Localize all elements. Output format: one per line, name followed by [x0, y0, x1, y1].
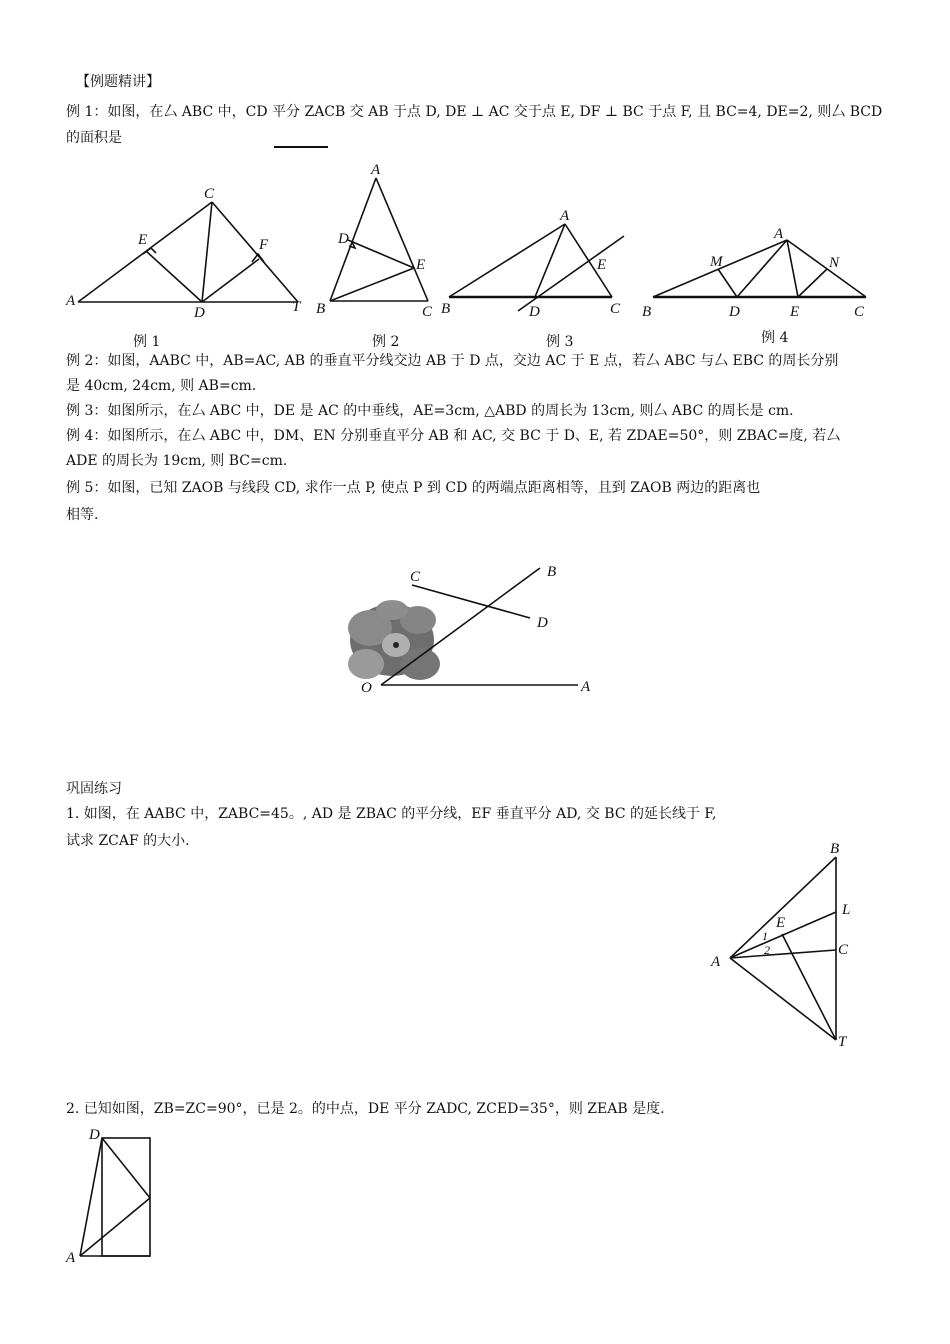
example-4-line-1: 例 4：如图所示，在厶 ABC 中，DM、EN 分别垂直平分 AB 和 AC, 交 BC 于 D、E, 若 ZDAE=50°，则 ZBAC=度, 若厶: [66, 428, 841, 444]
question-1-line-1: 1. 如图，在 AABC 中，ZABC=45。, AD 是 ZBAC 的平分线，EF 垂直平分 AD, 交 BC 的延长线于 F,: [66, 806, 717, 822]
fig4-label-c: C: [854, 304, 865, 320]
fig5-label-d: D: [537, 615, 548, 631]
fig6-label-e: E: [776, 915, 786, 931]
fig4-label-e: E: [790, 304, 800, 320]
fig4-label-n: N: [829, 255, 840, 271]
fig1-label-a: A: [66, 293, 76, 309]
fig1-label-f: F: [259, 237, 269, 253]
example-5-line-2: 相等.: [66, 507, 99, 523]
caption-figure-1: 例 1: [133, 334, 161, 350]
practice-title: 巩固练习: [66, 781, 122, 797]
fig2-label-d: D: [338, 231, 349, 247]
fig5-label-b: B: [547, 564, 557, 580]
fig7-label-d: D: [89, 1127, 100, 1143]
fig2-label-e: E: [416, 257, 426, 273]
fig1-label-t: T: [292, 299, 301, 315]
fig3-label-c: C: [610, 301, 621, 317]
example-1-line-2: 的面积是: [66, 130, 122, 146]
fig2-label-b: B: [316, 301, 326, 317]
fig4-label-a: A: [774, 226, 784, 242]
fig6-label-a: A: [711, 954, 721, 970]
fig5-label-c: C: [410, 569, 421, 585]
fig7-label-a: A: [66, 1250, 76, 1266]
question-1-line-2: 试求 ZCAF 的大小.: [66, 833, 190, 849]
fig1-label-d: D: [194, 305, 205, 321]
caption-figure-4: 例 4: [761, 330, 789, 346]
fig6-label-t: T: [838, 1034, 847, 1050]
example-4-line-2: ADE 的周长为 19cm, 则 BC=cm.: [66, 453, 288, 469]
question-2-line-1: 2. 已知如图，ZB=ZC=90°，已是 2。的中点，DE 平分 ZADC, ZCED=35°，则 ZEAB 是度.: [66, 1101, 665, 1117]
fig1-label-c: C: [204, 186, 215, 202]
caption-figure-3: 例 3: [546, 334, 574, 350]
fig4-label-d: D: [729, 304, 740, 320]
fig6-label-2: 2: [764, 943, 770, 957]
fig3-label-b: B: [441, 301, 451, 317]
example-1-line-1: 例 1：如图，在厶 ABC 中，CD 平分 ZACB 交 AB 于点 D, DE ⊥ AC 交于点 E, DF ⊥ BC 于点 F, 且 BC=4, DE=2, 则厶 BCD: [66, 104, 883, 120]
fig5-label-o: O: [361, 680, 372, 696]
fig6-label-c: C: [838, 942, 849, 958]
fig2-label-c: C: [422, 304, 433, 320]
fig3-label-e: E: [597, 257, 607, 273]
fig6-label-1: 1: [762, 929, 768, 943]
fig3-label-a: A: [560, 208, 570, 224]
example-2-line-2: 是 40cm, 24cm, 则 AB=cm.: [66, 378, 257, 394]
fig3-label-d: D: [529, 304, 540, 320]
example-5-line-1: 例 5：如图，已知 ZAOB 与线段 CD, 求作一点 P, 使点 P 到 CD 的两端点距离相等，且到 ZAOB 两边的距离也: [66, 480, 761, 496]
example-3-line-1: 例 3：如图所示，在厶 ABC 中，DE 是 AC 的中垂线，AE=3cm, △ABD 的周长为 13cm, 则厶 ABC 的周长是 cm.: [66, 403, 794, 419]
fig1-label-e: E: [138, 232, 148, 248]
fig2-label-a: A: [371, 162, 381, 178]
fig5-label-a: A: [581, 679, 591, 695]
fig4-label-b: B: [642, 304, 652, 320]
fig6-label-b: B: [830, 841, 840, 857]
example-2-line-1: 例 2：如图，AABC 中，AB=AC, AB 的垂直平分线交边 AB 于 D 点，交边 AC 于 E 点，若厶 ABC 与厶 EBC 的周长分别: [66, 353, 839, 369]
section-title: 【例题精讲】: [76, 74, 160, 90]
fig6-label-l: L: [842, 902, 851, 918]
fig4-label-m: M: [710, 254, 723, 270]
caption-figure-2: 例 2: [372, 334, 400, 350]
